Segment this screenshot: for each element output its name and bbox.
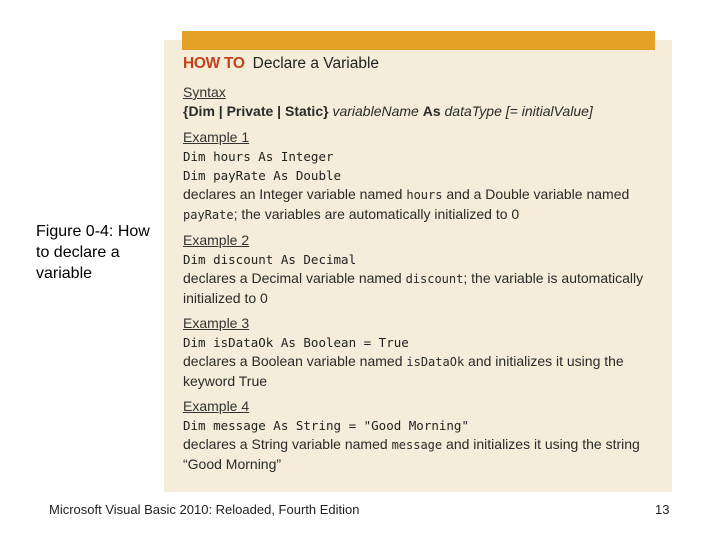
figure-caption: Figure 0-4: How to declare a variable bbox=[36, 223, 150, 282]
example-3-description bbox=[183, 352, 653, 372]
example-1-description-cont bbox=[183, 205, 653, 225]
desc-text: and initializes it using the bbox=[464, 353, 624, 369]
footer-title: Microsoft Visual Basic 2010: Reloaded, Fourth Edition bbox=[49, 502, 360, 517]
desc-text: ; the variable is automatically bbox=[463, 270, 644, 286]
syntax-line bbox=[183, 102, 653, 121]
panel-header-bar bbox=[182, 31, 655, 50]
howto-header bbox=[183, 55, 653, 79]
desc-text: ; the variables are automatically initialized to 0 bbox=[233, 206, 520, 222]
example-1-code-line: Dim payRate As Double bbox=[183, 168, 342, 183]
desc-code: message bbox=[391, 438, 443, 452]
desc-text: declares a String variable named bbox=[183, 436, 392, 452]
desc-text: declares a Boolean variable named bbox=[183, 353, 407, 369]
example-2-description bbox=[183, 269, 653, 289]
desc-code: isDataOk bbox=[406, 355, 465, 369]
howto-content bbox=[183, 55, 653, 474]
example-3-description-cont: keyword True bbox=[183, 373, 268, 389]
syntax-data-type: dataType bbox=[444, 103, 502, 119]
example-2-code-line: Dim discount As Decimal bbox=[183, 252, 357, 267]
desc-code: discount bbox=[405, 272, 464, 286]
desc-text: declares an Integer variable named bbox=[183, 186, 407, 202]
page-number: 13 bbox=[655, 502, 670, 517]
syntax-keywords: {Dim | Private | Static} bbox=[183, 103, 329, 119]
example-2-heading: Example 2 bbox=[183, 232, 250, 248]
example-4-code-line: Dim message As String = "Good Morning" bbox=[183, 418, 469, 433]
desc-code: hours bbox=[406, 188, 443, 202]
desc-text: and a Double variable named bbox=[442, 186, 630, 202]
example-4-description bbox=[183, 435, 653, 455]
example-3-heading: Example 3 bbox=[183, 315, 250, 331]
example-2-description-cont: initialized to 0 bbox=[183, 290, 268, 306]
syntax-as: As bbox=[422, 103, 441, 119]
example-4-heading: Example 4 bbox=[183, 398, 250, 414]
howto-title: Declare a Variable bbox=[252, 55, 380, 72]
desc-text: and initializes it using the string bbox=[442, 436, 640, 452]
syntax-initial-value: [= initialValue] bbox=[505, 103, 593, 119]
syntax-heading: Syntax bbox=[183, 84, 226, 100]
example-4-description-cont: “Good Morning” bbox=[183, 456, 282, 472]
desc-text: declares a Decimal variable named bbox=[183, 270, 406, 286]
example-1-code-line: Dim hours As Integer bbox=[183, 149, 334, 164]
syntax-variable-name: variableName bbox=[332, 103, 419, 119]
howto-label: HOW TO bbox=[183, 55, 245, 72]
desc-code: payRate bbox=[183, 208, 234, 222]
example-1-description bbox=[183, 185, 653, 205]
example-1-heading: Example 1 bbox=[183, 129, 250, 145]
example-3-code-line: Dim isDataOk As Boolean = True bbox=[183, 335, 409, 350]
